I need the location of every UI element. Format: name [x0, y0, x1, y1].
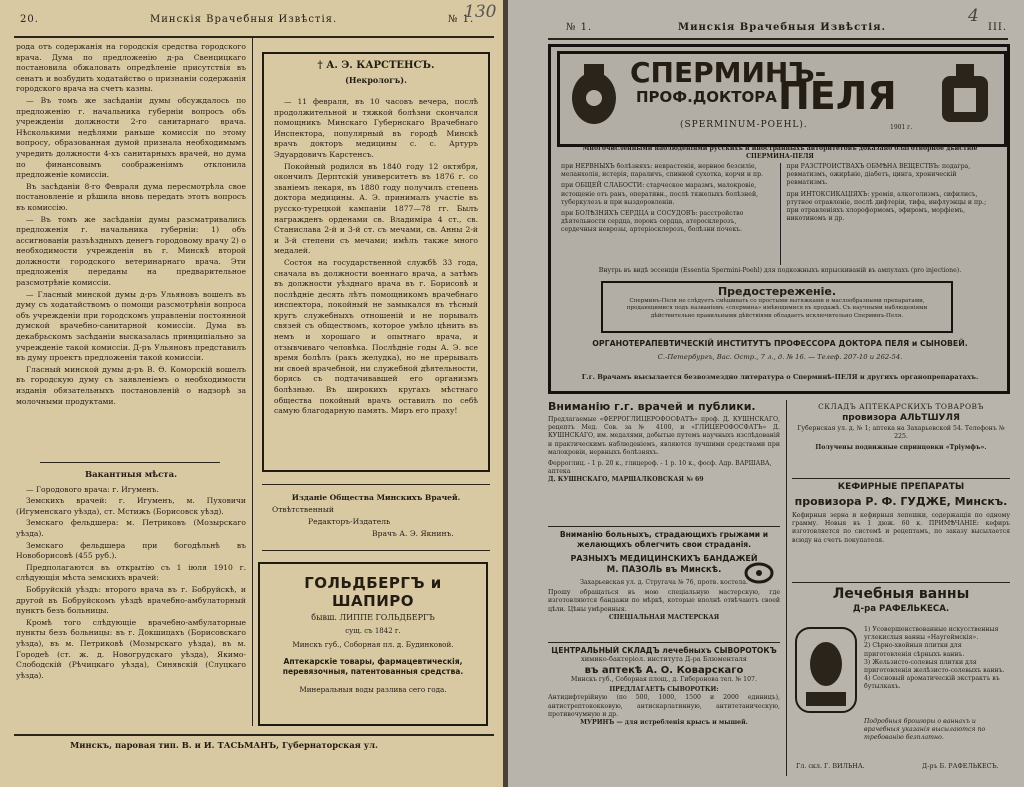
- indication-item: при ИНТОКСИКАЦІЯХЪ: уремія, алкоголизмъ, сифилисъ, ртутное отравленіе, послѣ дифтеріи, тифа, инфлуэнцы и пр.; при отравленіяхъ хлороформомъ, эфиромъ, морфіемъ, никотиномъ и др.: [786, 190, 987, 223]
- indication-item: при РАЗСТРОЙСТВАХЪ ОБМѢНА ВЕЩЕСТВЪ: подагра, ревматизмъ, ожирѣніе, діабетъ, цинга, хроническій ревматизмъ.: [786, 163, 971, 187]
- indication-item: при ОБЩЕЙ СЛАБОСТИ: старческое маразмъ, малокровіе, истощеніе отъ ранъ, оперативн., послѣ тяжелыхъ болѣзней, туберкулезъ и при выздоровленіи.: [561, 182, 759, 206]
- printer-footer: Минскъ, паровая тип. В. и И. ТАСЬМАНЪ, Губернаторская ул.: [70, 740, 378, 750]
- bath-item: 2) Сѣрно-хвойныя плитки для приготовленія сѣрныхъ ваннъ.: [864, 642, 965, 658]
- doctors-text: Предлагаемые «ФЕРРОГЛИЦЕРОФОСФАТЪ» проф. Д. КУШНСКАГО, рецептъ Мед. Сов. за № 4100, и «ГЛИЦЕРОФОСФАТЪ» Д. КУШНСКАГО, им. медалями, добытые путемъ научныхъ изслѣдованій и практическимъ наблюденіемъ, являются лучшими средствами при малокровіи, нервныхъ болѣзняхъ.: [548, 416, 780, 456]
- altshul-note: Получены подвижные спринцовки «Тріумфъ».: [815, 444, 987, 452]
- vacancy-item: Земскаго фельдшера: м. Петриковъ (Мозырскаго уѣзда).: [16, 518, 246, 538]
- kefir-title: КЕФИРНЫЕ ПРЕПАРАТЫ: [837, 482, 965, 492]
- spermin-institute: ОРГАНОТЕРАПЕВТИЧЕСКІЙ ИНСТИТУТЪ ПРОФЕССОРА ДОКТОРА ПЕЛЯ и СЫНОВЕЙ.: [592, 339, 968, 348]
- spermin-intro: Многочисленными наблюденіями русскихъ и иностранныхъ авторитетовъ доказано благотворное дѣйствіе СПЕРМИНА-ПЕЛЯ: [582, 145, 978, 161]
- right-page: [508, 0, 1024, 787]
- spermin-address: С.-Петербургъ, Вас. Остр., 7 л., д. № 16. — Телеф. 207-10 и 262-54.: [657, 353, 903, 361]
- obituary-subtitle: (Некрологъ).: [345, 75, 407, 85]
- issue-number: № 1.: [448, 14, 475, 25]
- indication-item: при НЕРВНЫХЪ болѣзняхъ: неврастенія, нервное безсиліе, меланхолія, истерія, параличъ, спинной сухотка, корчи и пр.: [561, 163, 763, 179]
- bandage-emblem-icon: [744, 562, 774, 584]
- goldberg-former: бывш. ЛИППЕ ГОЛЬДБЕРГЪ: [311, 613, 435, 622]
- serum-list: Антидифтерійную (по 500, 1000, 1500 и 2000 единицъ), антистрептококковую, антискарлатинную, антитетаническую, противочумную и др.: [548, 694, 780, 718]
- eagle-crest-icon: [566, 62, 622, 128]
- bandage-maker: М. ПАЗОЛЬ въ Минскѣ.: [606, 565, 722, 575]
- ad-divider: [792, 478, 1010, 479]
- kefir-ad: [792, 482, 1010, 580]
- news-paragraph: рода отъ содержанія на городскія средства городского врача. Дума по предложенію д-ра Свенцицкаго постановила обжаловать опредѣленіе присутствія въ сенатъ и возбудить ходатайство о признаніи содержанія городского врача на счетъ казны.: [16, 42, 246, 94]
- warning-text: Сперминъ-Пеля не слѣдуетъ смѣшивать со простыми вытяжками и маслообразными препаратами, продающимися подъ названіемъ «спермина» имѣющимися въ продажѣ. Съ научными наблюденіями дѣйствительно правильными дѣйствіями обладаетъ исключительно Сперминъ-Пеля.: [626, 298, 928, 319]
- spermin-forms: Внутрь въ видѣ эссенціи (Essentia Spermini-Poehl) для подкожныхъ впрыскиваній въ ампулахъ (pro injectione).: [598, 267, 962, 274]
- ad-divider: [792, 582, 1010, 583]
- ad-divider: [548, 642, 780, 643]
- news-paragraph: Въ засѣданіи 8-го Февраля дума пересмотрѣла свое постановленіе и рѣшила вновь передать этотъ вопросъ въ комиссію.: [16, 181, 246, 212]
- publisher-label: Отвѣтственный: [272, 505, 334, 514]
- vacancy-item: — Городового врача: г. Игуменъ.: [26, 484, 159, 494]
- baths-city: Гл. скл. Г. ВИЛЬНА.: [796, 762, 865, 770]
- kefir-name: провизора Р. Ф. ГУДЖЕ, Минскъ.: [794, 495, 1008, 508]
- serum-offers: ПРЕДЛАГАЕТЪ СЫВОРОТКИ:: [609, 686, 719, 694]
- serum-ad: [548, 646, 780, 774]
- obituary-paragraph: — 11 февраля, въ 10 часовъ вечера, послѣ продолжительной и тяжкой болѣзни скончался помощникъ Минскаго Губернскаго Врачебнаго Инспектора, популярный въ городѣ Минскѣ врачъ докторъ медицины с. с. Артуръ Эдуардовичъ Карстенсъ.: [274, 97, 478, 159]
- serum-title: ЦЕНТРАЛЬНЫЙ СКЛАДЪ лечебныхъ СЫВОРОТОКЪ: [551, 646, 777, 655]
- news-paragraph: — Въ томъ же засѣданіи думы обсуждалось по предложенію г. начальника губерніи вопросъ объ учрежденіи должности 2-го санитарнаго врача. Нѣсколькими недѣлями раньше комиссія по этому вопросу, образованная думой признала необходимымъ учредить должности 4-хъ санитарныхъ врачей, но дума по финансовымъ соображеніямъ отклонила предложеніе комиссіи.: [16, 95, 246, 180]
- bandage-maker-title: РАЗНЫХЪ МЕДИЦИНСКИХЪ БАНДАЖЕЙ: [570, 554, 758, 563]
- bath-item: 1) Усовершенствованные искусственныя углекислыя ванны «Наугеймскія».: [864, 626, 999, 642]
- publisher-rule-bottom: [262, 550, 490, 551]
- vacancies-title: Вакантныя мѣста.: [84, 470, 178, 480]
- bandage-ad: [548, 530, 780, 638]
- indication-item: при БОЛѢЗНЯХЪ СЕРДЦА и СОСУДОВЪ: расстройство дѣятельности сердца, порокъ сердца, атеросклерозъ, сердечныя неврозы, артеріосклерозъ, болѣзни почекъ.: [561, 210, 744, 234]
- bandage-text: Прошу обращаться въ мою спеціальную мастерскую, где изготовляются бандажи по мѣркѣ, которые вполнѣ отвѣчаютъ своей цѣли. Цѣны умѣренныя.: [548, 589, 780, 613]
- altshul-ad: [792, 402, 1010, 476]
- baths-title: Лечебныя ванны: [832, 586, 970, 602]
- column-divider: [252, 36, 253, 726]
- spermin-latin: (SPERMINUM-POEHL).: [680, 120, 808, 130]
- serum-pharmacy: въ аптекѣ А. О. Коварскаго: [584, 665, 744, 676]
- doctors-ad: [548, 400, 780, 522]
- baths-note: Подробныя брошюры о ваннахъ и врачебныя указанія высылаются по требованію безплатно.: [864, 718, 986, 742]
- serum-murin: МУРИНЪ — для истребленія крысъ и мышей.: [580, 719, 748, 727]
- spermin-ad: [548, 44, 1010, 394]
- baths-ad: [792, 586, 1010, 776]
- vacancy-item: Предполагаются въ открытію съ 1 іюля 1910 г. слѣдующія мѣста земскихъ врачей:: [16, 562, 246, 583]
- doctors-prices: Ферроглиц. - 1 р. 20 к., глицероф. - 1 р. 10 к., фосф. Адр. ВАРШАВА, аптека: [548, 460, 772, 476]
- news-column: [16, 42, 246, 460]
- footer-rule: [14, 734, 494, 736]
- warning-box: [601, 281, 953, 333]
- vacancies-section: [16, 470, 246, 720]
- journal-title: Минскія Врачебныя Извѣстія.: [150, 14, 338, 25]
- vacancy-item: Бобруйскій уѣздъ: второго врача въ г. Бобруйскѣ, и другой въ Бобруйскомъ уѣздѣ врачебно-амбулаторный пунктъ безъ больницы.: [16, 584, 246, 616]
- doctors-title: Вниманію г.г. врачей и публики.: [548, 400, 756, 413]
- page-number: 20.: [20, 14, 39, 25]
- goldberg-since: сущ. съ 1842 г.: [345, 627, 401, 635]
- kefir-text: Кефирныя зерна и кефирныя лепешки, содержащія по одному грамму. Новыя въ 1 дюж. 60 к. ПРИМѢЧАНІЕ: кефиръ изготовляется по системѣ и рецептамъ, по заказу высылается всюду на счетъ покупателя.: [792, 512, 1010, 544]
- goldberg-goods: Аптекарскіе товары, фармацевтическія, перевязочныя, патентованныя средства.: [282, 657, 464, 676]
- spermin-year: 1901 г.: [890, 124, 913, 131]
- goldberg-name: ГОЛЬДБЕРГЪ и ШАПИРО: [304, 574, 442, 610]
- bandage-title: Вниманію больныхъ, страдающихъ грыжами и желающихъ облегчить свои страданія.: [559, 530, 769, 549]
- baths-signature: Д-ръ Б. РАФЕЛЬКЕСЪ.: [922, 762, 999, 770]
- altshul-title: СКЛАДЪ АПТЕКАРСКИХЪ ТОВАРОВЪ: [818, 402, 984, 411]
- spermin-professor: ПРОФ.ДОКТОРА: [636, 88, 777, 106]
- bath-item: 3) Жельзисто-солевыя плитки для приготовленія желѣзисто-солевыхъ ваннъ.: [864, 658, 1005, 675]
- obituary-paragraph: Состоя на государственной службѣ 33 года, сначала въ должности военнаго врача, а затѣмъ въ должности уѣзднаго врача въ г. Борисовѣ и послѣдніе десять лѣтъ помощникомъ врачебнаго инспектора, покойный не замыкался въ тѣсный кругъ служебныхъ отношеній и не порывалъ связей съ обществомъ, которое умѣло цѣнить въ немъ и хорошаго и опытнаго врача, и отзывчиваго человѣка. Послѣдніе годы А. Э. все время болѣлъ (ракъ желудка), но не прерывалъ ни своей врачебной, ни служебной дѣятельности, борясь съ подтачивавшей его организмъ болѣзнью. Въ широкихъ кругахъ мѣстнаго общества покойный врачъ оставилъ по себѣ самую благодарную память. Миръ его праху!: [274, 257, 478, 416]
- baths-doctor: Д-ра РАФЕЛЬКЕСА.: [852, 604, 950, 614]
- header-rule: [548, 38, 1008, 40]
- bandage-workshop: СПЕЦІАЛЬНАЯ МАСТЕРСКАЯ: [608, 613, 720, 621]
- goldberg-ad: [258, 562, 488, 726]
- coat-of-arms-icon: [936, 62, 994, 128]
- ad-divider: [548, 526, 780, 527]
- vacancy-item: Земскаго фельдшера при богодѣльнѣ въ Новоборисовѣ (455 руб.).: [16, 540, 246, 561]
- ad-column-divider: [786, 400, 787, 776]
- news-paragraph: — Гласный минской думы д-ръ Ульяновъ вошелъ въ думу съ ходатайствомъ о помощи разсмотрѣнія вопроса объ учрежденіи при городскомъ управленіи постоянной думской врачебно-санитарной комиссіи. Дума въ декабрьскомъ засѣданіи высказалась принципіально за учрежденіе такой комиссіи. Д-ръ Ульяновъ представилъ въ думу проектъ предложенія такой комиссіи.: [16, 289, 246, 363]
- serum-address: Минскъ губ., Соборная площ., д. Гиберонова тел. № 107.: [571, 676, 757, 683]
- bath-illustration-icon: [794, 626, 858, 714]
- goldberg-water: Минеральныя воды разлива сего года.: [299, 685, 447, 694]
- goldberg-address: Минскъ губ., Соборная пл. д. Будинковой.: [292, 640, 454, 649]
- spermin-indications: [561, 163, 999, 265]
- bath-item: 4) Сосновый ароматическій экстрактъ въ бутылкахъ.: [864, 675, 1000, 691]
- issue-number: № 1.: [566, 22, 593, 33]
- altshul-name: провизора АЛЬТШУЛЯ: [842, 413, 960, 423]
- obituary-name: † А. Э. КАРСТЕНСЪ.: [317, 60, 435, 71]
- publisher-role: Редакторъ-Издатель: [308, 517, 391, 526]
- news-paragraph: — Въ томъ же засѣданіи думы разсматривались предложенія г. начальника губерніи: 1) объ ассигнованіи разъѣздныхъ денегъ городовому врачу 2) о необходимости учрежденія въ г. Минскѣ второй должности городского ветеринарнаго врача. Эти предложенія переданы на предварительное разсмотрѣніе комиссіи.: [16, 214, 246, 288]
- warning-title: Предостереженіе.: [717, 285, 837, 298]
- handwritten-note: 130: [464, 2, 497, 22]
- spermin-logo-frame: [557, 51, 1007, 147]
- doctors-pharmacy: Д. КУШНСКАГО, МАРШАЛКОВСКАЯ № 69: [548, 476, 704, 484]
- spermin-literature: Г.г. Врачамъ высылается безвозмездно литература о Сперминѣ-ПЕЛЯ и другихъ органопрепаратахъ.: [581, 373, 979, 381]
- vacancy-item: Земскихъ врачей: г. Игуменъ, м. Пуховичи (Игуменскаго уѣзда), ст. Мстижъ (Борисовск уѣзд).: [16, 496, 246, 516]
- header-rule: [14, 36, 494, 38]
- serum-subtitle: химико-бактеріол. института Д-ра Блюменталя: [581, 655, 747, 663]
- left-page: [0, 0, 506, 787]
- spermin-name: ПЕЛЯ: [778, 74, 897, 118]
- obituary-box: [262, 52, 490, 472]
- publisher-society: Изданіе Общества Минскихъ Врачей.: [291, 493, 461, 502]
- journal-title: Минскія Врачебныя Извѣстія.: [678, 22, 887, 33]
- page-roman: III.: [988, 22, 1008, 33]
- bandage-address: Захарьевская ул. д. Стругача № 76, протв. костела.: [580, 579, 748, 586]
- publisher-block: [262, 492, 490, 540]
- publisher-editor: Врачъ А. Э. Якнинъ.: [372, 529, 454, 538]
- obituary-paragraph: Покойный родился въ 1840 году 12 октября, окончилъ Дерптскій университетъ въ 1876 г. со званіемъ лекаря, въ 1880 году получилъ степень доктора медицины. А. Э. принималъ участіе въ русско-турецкой кампаніи 1877—78 гг. Былъ награжденъ орденами св. Владиміра 4 ст., св. Станислава 2-й и 3-й ст. съ мечами, св. Анны 2-й и 3-й степени съ мечами; имѣлъ также много медалей.: [274, 161, 478, 256]
- handwritten-note: 4: [968, 6, 979, 26]
- vacancy-item: Кромѣ того слѣдующіе врачебно-амбулаторные пункты безъ больницы: въ г. Докшицахъ (Борисовскаго уѣзда), въ м. Петриковѣ (Мозырскаго уѣзда), въ м. Городеѣ (ст. ж. д. Новогрудскаго уѣзда), Якимо-Слободскій (Рѣчицкаго уѣзда), Синявскій (Слуцкаго уѣзда).: [16, 617, 246, 680]
- altshul-address: Губернская ул. д. № 1; аптека на Захарьевской 54. Телефонъ № 225.: [797, 425, 1005, 441]
- publisher-rule: [262, 484, 490, 485]
- spermin-title: СПЕРМИНЪ-: [630, 56, 827, 89]
- section-divider: [40, 462, 220, 463]
- news-paragraph: Гласный минской думы д-ръ В. Ө. Коморскій вошелъ въ городскую думу съ заявленіемъ о необходимости изданія обязательныхъ постановленій о надзорѣ за молочными продуктами.: [16, 364, 246, 406]
- baths-list: [864, 626, 1010, 692]
